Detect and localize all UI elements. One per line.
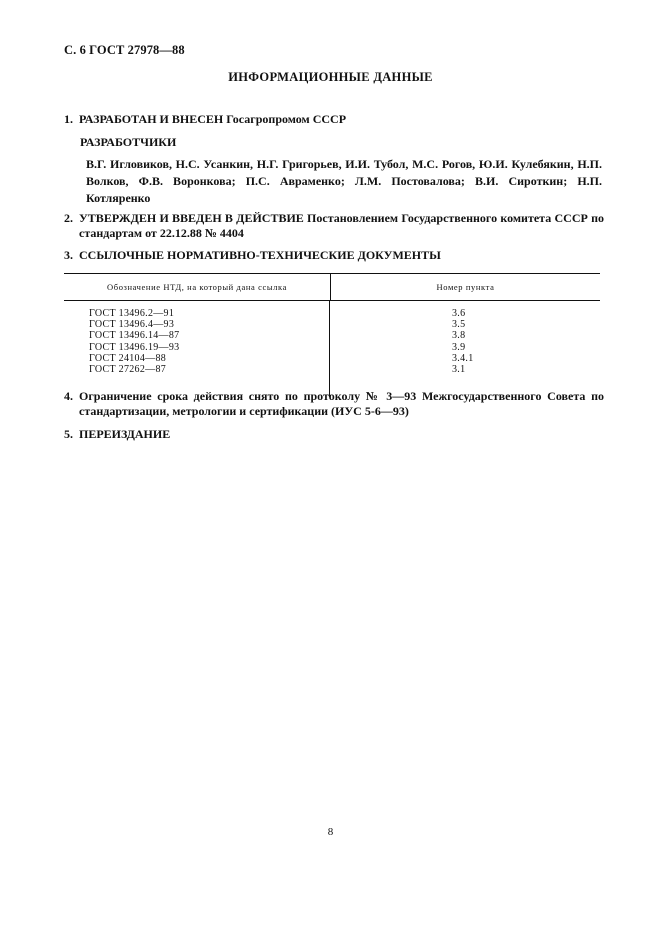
section-number: 3. bbox=[64, 248, 73, 262]
document-column bbox=[64, 301, 330, 397]
table-cell-document: ГОСТ 13496.14—87 bbox=[89, 330, 180, 342]
section-3 bbox=[64, 248, 604, 263]
page-header: С. 6 ГОСТ 27978—88 bbox=[64, 43, 185, 57]
table-cell-clause: 3.5 bbox=[452, 319, 466, 331]
column-header-clause: Номер пункта bbox=[436, 282, 495, 292]
table-cell-document: ГОСТ 24104—88 bbox=[89, 352, 167, 364]
section-2 bbox=[64, 211, 604, 241]
section-number: 4. bbox=[64, 389, 73, 403]
section-number: 1. bbox=[64, 112, 73, 126]
section-number: 2. bbox=[64, 211, 73, 225]
column-header-document: Обозначение НТД, на который дана ссылка bbox=[64, 274, 331, 300]
document-title: ИНФОРМАЦИОННЫЕ ДАННЫЕ bbox=[228, 70, 433, 84]
section-text: ПЕРЕИЗДАНИЕ bbox=[79, 427, 171, 441]
developers-list: В.Г. Игловиков, Н.С. Усанкин, Н.Г. Григорьев, И.И. Тубол, М.С. Рогов, Ю.И. Кулебякин, Н.П. Волков, Ф.В. Воронкова; П.С. Авраменко; Л.М. Постовалова; В.И. Сироткин; Н.П. Котляренко bbox=[86, 157, 602, 205]
section-text: РАЗРАБОТАН И ВНЕСЕН Госагропромом СССР bbox=[79, 112, 347, 126]
section-text: Ограничение срока действия снято по протоколу № 3—93 Межгосударственного Совета по стандартизации, метрологии и сертификации (ИУС 5-6—93) bbox=[79, 389, 604, 418]
section-4 bbox=[64, 389, 604, 419]
clause-column bbox=[330, 301, 600, 397]
table-cell-clause: 3.1 bbox=[452, 363, 466, 375]
section-number: 5. bbox=[64, 427, 73, 441]
table-cell-clause: 3.8 bbox=[452, 330, 466, 342]
section-5 bbox=[64, 427, 604, 442]
table-body bbox=[64, 301, 600, 397]
table-cell-clause: 3.6 bbox=[452, 308, 466, 319]
page-number: 8 bbox=[327, 826, 334, 838]
table-cell-document: ГОСТ 27262—87 bbox=[89, 363, 167, 375]
table-cell-clause: 3.4.1 bbox=[452, 352, 474, 364]
section-text: ССЫЛОЧНЫЕ НОРМАТИВНО-ТЕХНИЧЕСКИЕ ДОКУМЕНТЫ bbox=[79, 248, 441, 262]
references-table bbox=[64, 273, 600, 397]
table-cell-document: ГОСТ 13496.19—93 bbox=[89, 341, 180, 353]
table-cell-document: ГОСТ 13496.4—93 bbox=[89, 319, 175, 331]
section-text: УТВЕРЖДЕН И ВВЕДЕН В ДЕЙСТВИЕ Постановлением Государственного комитета СССР по стандартам от 22.12.88 № 4404 bbox=[79, 211, 604, 240]
table-cell-document: ГОСТ 13496.2—91 bbox=[89, 308, 175, 319]
table-header bbox=[64, 274, 600, 301]
section-1 bbox=[64, 112, 604, 127]
table-cell-clause: 3.9 bbox=[452, 341, 466, 353]
developers-heading: РАЗРАБОТЧИКИ bbox=[80, 135, 177, 149]
